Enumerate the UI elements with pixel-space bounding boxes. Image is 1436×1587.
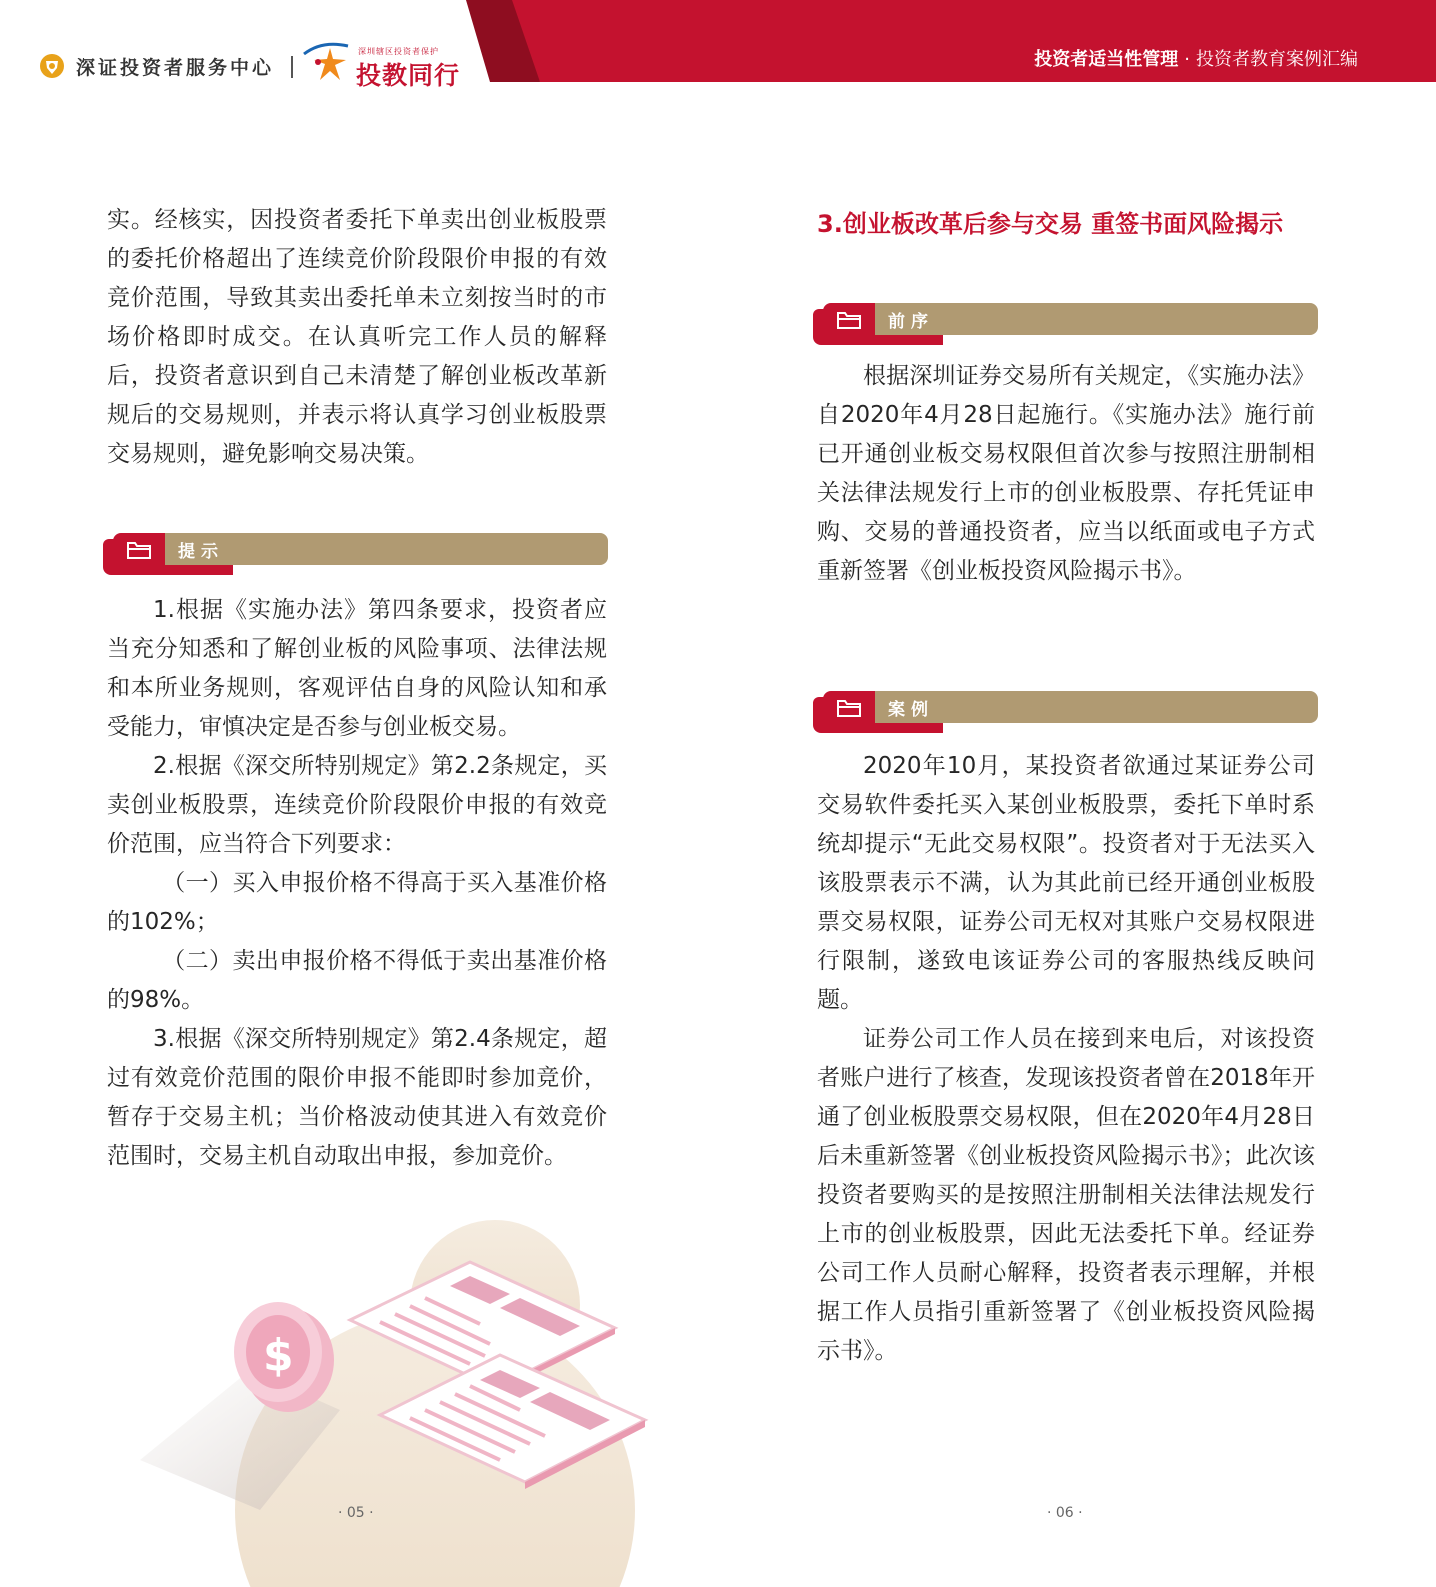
folder-icon (836, 310, 862, 330)
preface-label-bar (813, 303, 1318, 343)
hint-item: （一）买入申报价格不得高于买入基准价格的102%； (107, 870, 607, 935)
brand-subtitle: 深圳辖区投资者保护 (358, 47, 439, 56)
hint-item: （二）卖出申报价格不得低于卖出基准价格的98%。 (107, 948, 607, 1013)
body-paragraph: 2020年10月，某投资者欲通过某证券公司交易软件委托买入某创业板股票，委托下单时系统却提示“无此交易权限”。投资者对于无法买入该股票表示不满，认为其此前已经开通创业板股票交易权限，证券公司无权对其账户交易权限进行限制，遂致电该证券公司的客服热线反映问题。 (817, 753, 1315, 1013)
hint-item: 1.根据《实施办法》第四条要求，投资者应当充分知悉和了解创业板的风险事项、法律法规和本所业务规则，客观评估自身的风险认知和承受能力，审慎决定是否参与创业板交易。 (107, 597, 607, 740)
svg-text:$: $ (263, 1330, 294, 1381)
header-title-separator: · (1184, 49, 1190, 70)
header-title (1034, 45, 1358, 71)
case-label: 案例 (888, 700, 934, 720)
brand-logo (300, 40, 465, 90)
folder-icon (836, 698, 862, 718)
coin-documents-illustration (140, 1210, 660, 1587)
preface-paragraph (817, 357, 1315, 591)
hint-label: 提示 (178, 542, 224, 562)
hint-list (107, 591, 607, 1176)
header-title-sub: 投资者教育案例汇编 (1196, 49, 1358, 70)
case-paragraphs (817, 747, 1315, 1371)
brand-name: 投教同行 (356, 61, 461, 90)
hint-item: 2.根据《深交所特别规定》第2.2条规定，买卖创业板股票，连续竞价阶段限价申报的有效竞价范围，应当符合下列要求： (107, 753, 607, 857)
header-title-main: 投资者适当性管理 (1034, 49, 1179, 70)
preface-label: 前序 (888, 312, 934, 332)
hint-item: 3.根据《深交所特别规定》第2.4条规定，超过有效竞价范围的限价申报不能即时参加竞价，暂存于交易主机；当价格波动使其进入有效竞价范围时，交易主机自动取出申报，参加竞价。 (107, 1026, 607, 1169)
shield-logo-icon (38, 52, 66, 80)
hint-label-bar (103, 533, 608, 573)
body-paragraph: 实。经核实，因投资者委托下单卖出创业板股票的委托价格超出了连续竞价阶段限价申报的有效竞价范围，导致其卖出委托单未立刻按当时的市场价格即时成交。在认真听完工作人员的解释后，投资者意识到自己未清楚了解创业板改革新规后的交易规则，并表示将认真学习创业板股票交易规则，避免影响交易决策。 (107, 207, 607, 467)
logo-divider (291, 56, 293, 78)
page-number-left: · 05 · (338, 1505, 374, 1521)
body-paragraph: 证券公司工作人员在接到来电后，对该投资者账户进行了核查，发现该投资者曾在2018年开通了创业板股票交易权限，但在2020年4月28日后未重新签署《创业板投资风险揭示书》；此次该投资者要购买的是按照注册制相关法律法规发行上市的创业板股票，因此无法委托下单。经证券公司工作人员耐心解释，投资者表示理解，并根据工作人员指引重新签署了《创业板投资风险揭示书》。 (817, 1026, 1315, 1364)
star-burst-icon (300, 40, 356, 86)
org-logo (38, 52, 274, 80)
org-name: 深证投资者服务中心 (76, 56, 275, 79)
left-intro-paragraph (107, 201, 607, 474)
folder-icon (126, 540, 152, 560)
body-paragraph: 根据深圳证券交易所有关规定，《实施办法》自2020年4月28日起施行。《实施办法》施行前已开通创业板交易权限但首次参与按照注册制相关法律法规发行上市的创业板股票、存托凭证申购、交易的普通投资者，应当以纸面或电子方式重新签署《创业板投资风险揭示书》。 (817, 363, 1315, 584)
page-number-right: · 06 · (1047, 1505, 1083, 1521)
section-title: 3.创业板改革后参与交易 重签书面风险揭示 (817, 210, 1284, 238)
case-label-bar (813, 691, 1318, 731)
